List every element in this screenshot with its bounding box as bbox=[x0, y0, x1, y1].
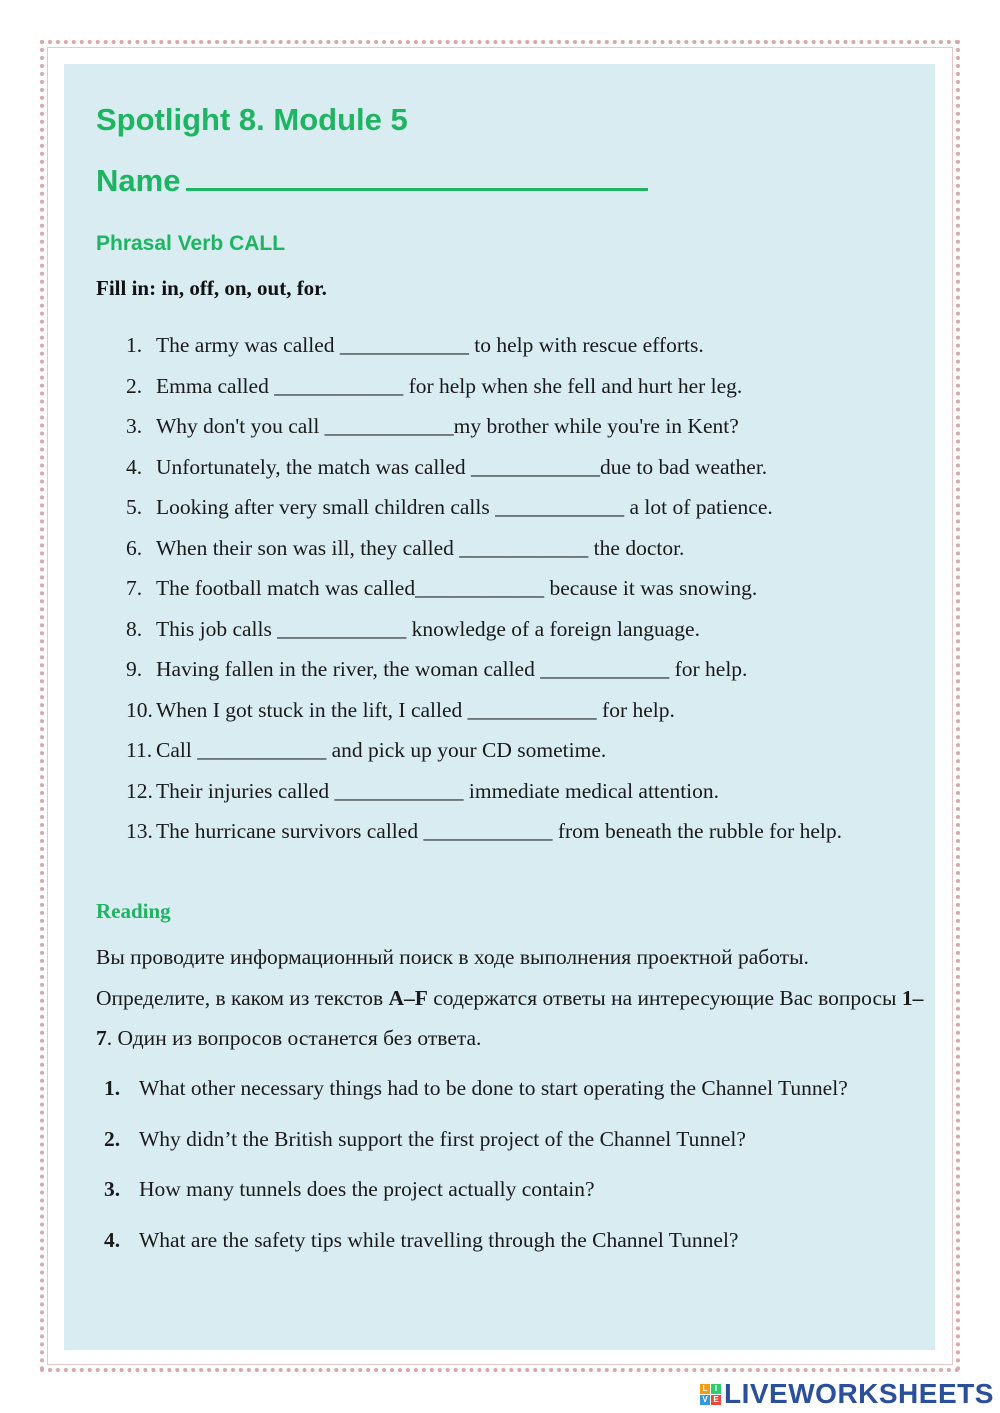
item-text: Why don't you call ____________my brother while you're in Kent? bbox=[156, 414, 739, 438]
liveworksheets-logo[interactable] bbox=[700, 1378, 994, 1410]
question-number: 4. bbox=[104, 1227, 121, 1252]
exercise-item bbox=[126, 330, 842, 371]
badge-letter: L bbox=[700, 1384, 710, 1394]
intro-text: содержатся ответы на интересующие Вас вопросы bbox=[427, 985, 902, 1010]
exercise-item bbox=[126, 492, 842, 533]
exercise-item bbox=[126, 695, 842, 736]
name-blank-line[interactable] bbox=[186, 160, 648, 191]
item-text: Their injuries called ____________ immediate medical attention. bbox=[156, 778, 720, 803]
item-number: 13. bbox=[126, 819, 153, 843]
item-text: The army was called ____________ to help with rescue efforts. bbox=[156, 333, 704, 357]
exercise-item bbox=[126, 614, 842, 655]
question-item bbox=[104, 1174, 848, 1225]
item-number: 9. bbox=[126, 657, 143, 681]
exercise-item bbox=[126, 452, 842, 493]
badge-letter: I bbox=[711, 1384, 721, 1394]
item-text: When their son was ill, they called ____________ the doctor. bbox=[156, 535, 685, 560]
badge-letter: V bbox=[700, 1395, 710, 1405]
item-text: When I got stuck in the lift, I called ____________ for help. bbox=[156, 697, 675, 722]
exercise-item bbox=[126, 776, 842, 817]
item-text: Having fallen in the river, the woman called ____________ for help. bbox=[156, 657, 748, 681]
question-text: What are the safety tips while travelling through the Channel Tunnel? bbox=[139, 1227, 739, 1252]
intro-bold: 1–7 bbox=[96, 985, 924, 1050]
item-text: The hurricane survivors called ____________ from beneath the rubble for help. bbox=[156, 819, 842, 843]
reading-heading: Reading bbox=[96, 899, 171, 923]
question-list bbox=[104, 1073, 848, 1275]
item-number: 3. bbox=[126, 414, 143, 438]
reading-intro bbox=[96, 937, 926, 1059]
question-item bbox=[104, 1225, 848, 1276]
item-number: 4. bbox=[126, 454, 143, 479]
item-text: Emma called ____________ for help when she fell and hurt her leg. bbox=[156, 373, 743, 398]
question-number: 2. bbox=[104, 1126, 121, 1151]
item-number: 12. bbox=[126, 778, 153, 803]
worksheet-title: Spotlight 8. Module 5 bbox=[96, 102, 408, 137]
question-item bbox=[104, 1073, 848, 1124]
exercise-item bbox=[126, 654, 842, 695]
item-text: This job calls ____________ knowledge of a foreign language. bbox=[156, 616, 700, 641]
instructions: Fill in: in, off, on, out, for. bbox=[96, 276, 327, 300]
exercise-item bbox=[126, 735, 842, 776]
logo-wordmark: LIVEWORKSHEETS bbox=[724, 1378, 994, 1409]
item-number: 1. bbox=[126, 333, 143, 357]
question-item bbox=[104, 1124, 848, 1175]
exercise-list bbox=[126, 330, 842, 857]
question-number: 3. bbox=[104, 1177, 121, 1201]
item-text: Call ____________ and pick up your CD sometime. bbox=[156, 738, 607, 762]
item-number: 8. bbox=[126, 616, 143, 641]
exercise-item bbox=[126, 533, 842, 574]
question-text: What other necessary things had to be done to start operating the Channel Tunnel? bbox=[139, 1076, 848, 1100]
exercise-item bbox=[126, 816, 842, 857]
logo-badge-icon bbox=[700, 1384, 721, 1405]
section-heading: Phrasal Verb CALL bbox=[96, 232, 286, 255]
item-number: 5. bbox=[126, 495, 143, 519]
question-text: Why didn’t the British support the first project of the Channel Tunnel? bbox=[139, 1126, 746, 1151]
item-number: 6. bbox=[126, 535, 143, 560]
intro-text: Вы проводите информационный поиск в ходе выполнения проектной работы. Определите, в каком из текстов bbox=[96, 945, 809, 1010]
item-number: 10. bbox=[126, 697, 153, 722]
item-number: 7. bbox=[126, 576, 143, 600]
name-label: Name bbox=[96, 163, 181, 198]
question-number: 1. bbox=[104, 1076, 121, 1100]
item-number: 2. bbox=[126, 373, 143, 398]
intro-bold: A–F bbox=[388, 985, 428, 1010]
item-text: Looking after very small children calls ____________ a lot of patience. bbox=[156, 495, 773, 519]
intro-text: . Один из вопросов останется без ответа. bbox=[106, 1026, 482, 1050]
exercise-item bbox=[126, 371, 842, 412]
question-text: How many tunnels does the project actually contain? bbox=[139, 1177, 595, 1201]
exercise-item bbox=[126, 573, 842, 614]
name-field[interactable] bbox=[96, 160, 648, 199]
exercise-item bbox=[126, 411, 842, 452]
item-text: Unfortunately, the match was called ____________due to bad weather. bbox=[156, 454, 768, 479]
badge-letter: E bbox=[711, 1395, 721, 1405]
item-number: 11. bbox=[126, 738, 153, 762]
item-text: The football match was called____________ because it was snowing. bbox=[156, 576, 758, 600]
